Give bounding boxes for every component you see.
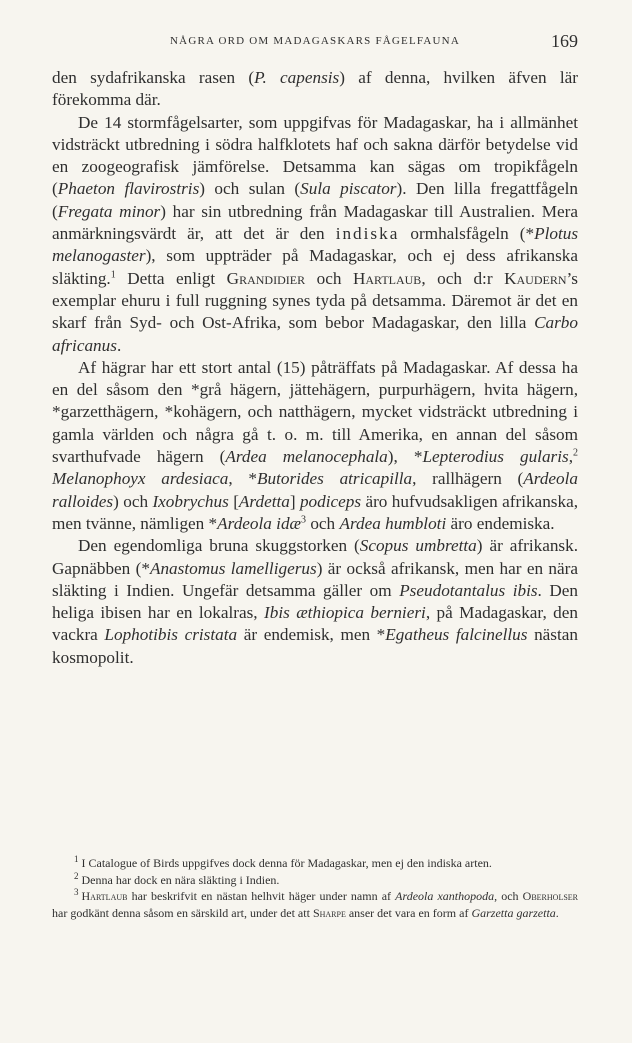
paragraph-4: Den egendomliga bruna skuggstorken (Scopus umbretta) är afrikansk. Gapnäbben (*Anastomus lamelligerus) är också afrikansk, men har en nära släkting i Indien. Ungefär detsamma gäller om Pseudotantalus ibis. Den heliga ibisen har en lokalras, Ibis æthiopica bernieri, på Madagaskar, den vackra Lophotibis cristata är endemisk, men *Egatheus falcinellus nästan kosmopolit. bbox=[52, 536, 579, 667]
paragraph-1: den sydafrikanska rasen (P. capensis) af denna, hvilken äfven lär förekomma där. bbox=[52, 68, 578, 110]
footnote-3: $^3$ Hartlaub har beskrifvit en nästan helhvit häger under namn af Ardeola xanthopoda, och Oberholser har godkänt denna såsom en särskild art, under det att Sharpe anser det vara en form af Garzetta garzetta. bbox=[52, 887, 579, 920]
footnote-ref-1[interactable]: 1 bbox=[110, 268, 116, 280]
footnote-ref-2[interactable]: 2 bbox=[573, 447, 578, 459]
paragraph-2: De 14 stormfågelsarter, som uppgifvas för Madagaskar, ha i allmänhet vidsträckt utbredning i södra halfklotets haf och sakna därför betydelse vid en zoogeografisk jämförelse. Detsamma kan sägas om tropikfågeln (Phaeton flavirostris) och sulan (Sula piscator). Den lilla fregattfågeln (Fregata minor) har sin utbredning från Madagaskar till Australien. Mera anmärkningsvärdt är, att det är den indiska ormhalsfågeln (*Plotus melanogaster), som uppträder på Madagaskar, och ej dess afrikanska släkting.$^1$ Detta enligt Grandidier och Hartlaub, och d:r Kaudern’s exemplar ehuru i full ruggning synes tyda på detsamma. Däremot är det en skarf från Syd- och Ost-Afrika, som bebor Madagaskar, den lilla Carbo africanus. bbox=[52, 112, 579, 355]
footnotes bbox=[52, 855, 578, 921]
page-number: 169 bbox=[551, 31, 578, 51]
paragraph-3: Af hägrar har ett stort antal (15) påträffats på Madagaskar. Af dessa ha en del såsom den *grå hägern, jättehägern, purpurhägern, hvita hägern, *garzetthägern, *kohägern, och natthägern, mycket vidsträckt utbredning i gamla världen och några gå t. o. m. till Amerika, en annan del såsom svarthufvade hägern (Ardea melanocephala), *Lepterodius gularis,$^2$ Melanophoyx ardesiaca, *Butorides atricapilla, rallhägern (Ardeola ralloides) och Ixobrychus [Ardetta] podiceps äro hufvudsakligen afrikanska, men tvänne, nämligen *Ardeola idæ$^3$ och Ardea humbloti äro endemiska. bbox=[52, 357, 578, 533]
body-text bbox=[52, 67, 578, 669]
running-head: NÅGRA ORD OM MADAGASKARS FÅGELFAUNA bbox=[170, 35, 460, 47]
page-header bbox=[52, 33, 578, 53]
footnote-2: $^2$ Denna har dock en nära släkting i Indien. bbox=[74, 870, 280, 887]
footnote-ref-3[interactable]: 3 bbox=[301, 514, 307, 526]
footnote-1: $^1$ I Catalogue of Birds uppgifves dock denna för Madagaskar, men ej den indiska arten. bbox=[74, 854, 492, 870]
